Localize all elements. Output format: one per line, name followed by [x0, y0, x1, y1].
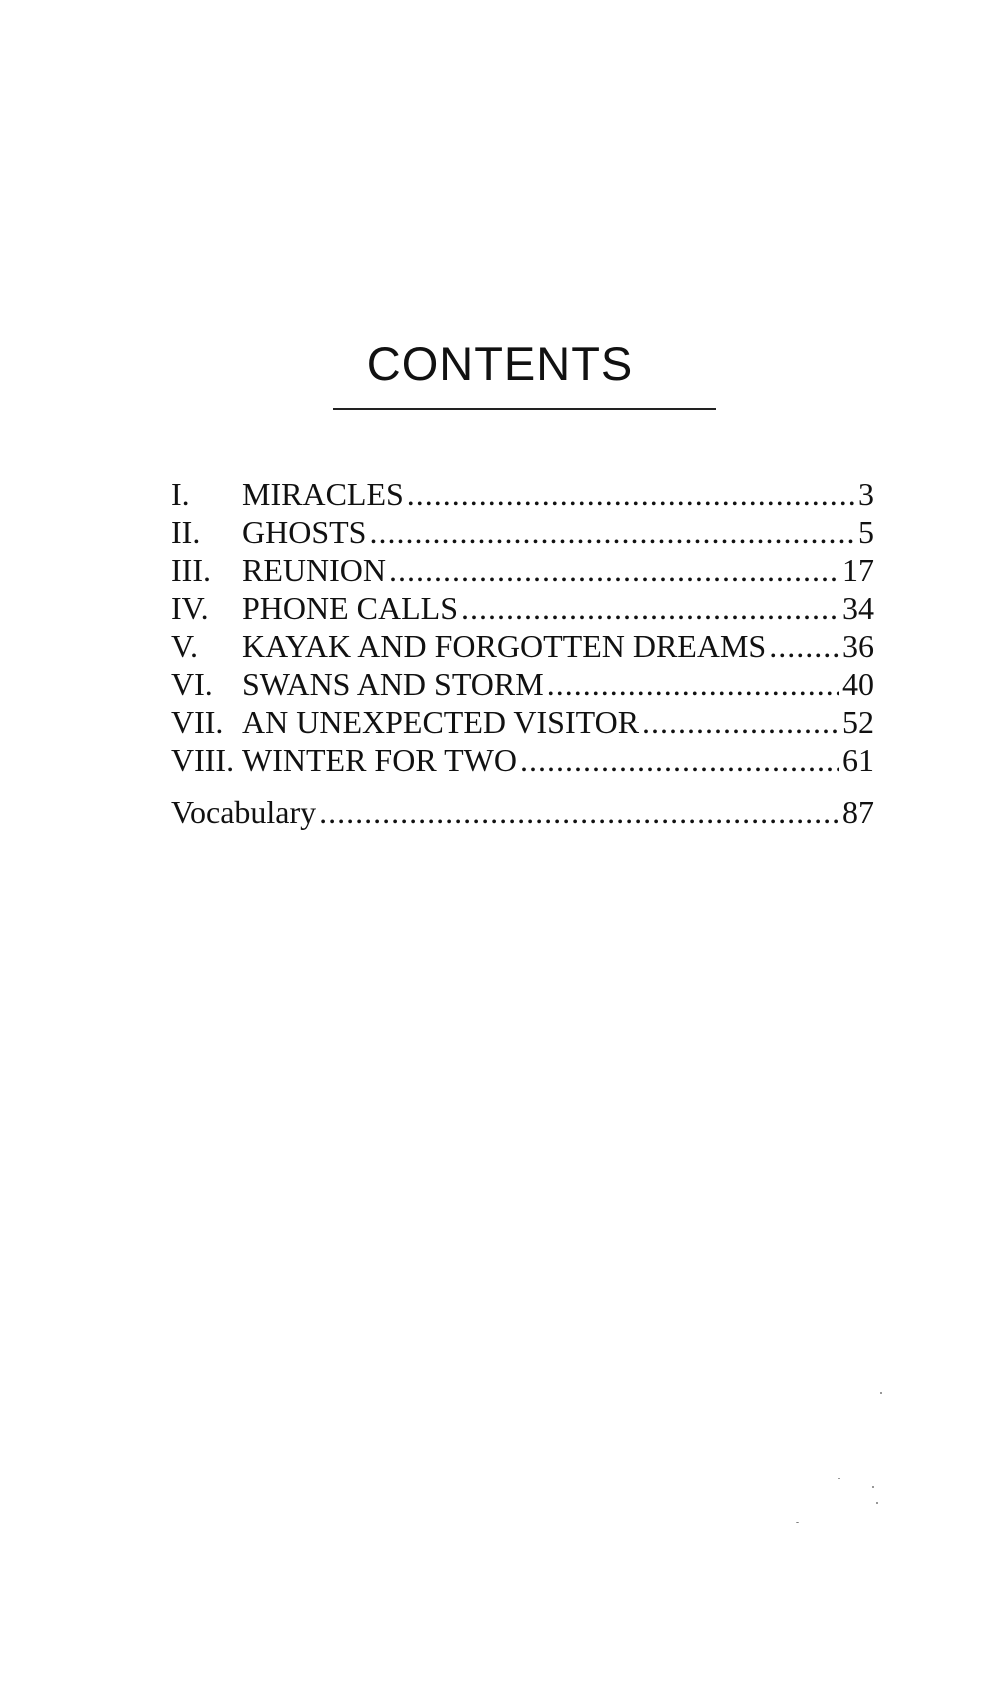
scan-speck [872, 1486, 874, 1488]
chapter-page-number: 17 [842, 552, 874, 588]
dot-leader [389, 552, 839, 589]
chapter-page-number: 3 [858, 476, 874, 512]
dot-leader [547, 666, 839, 703]
toc-entry-chapter-5 [171, 628, 874, 666]
chapter-title: MIRACLES [242, 476, 404, 512]
chapter-numeral: I. [171, 476, 190, 512]
chapter-numeral: VIII. [171, 742, 235, 778]
dot-leader [319, 794, 839, 831]
toc-entry-chapter-3 [171, 552, 874, 590]
chapter-numeral: VII. [171, 704, 224, 740]
vocabulary-page-number: 87 [842, 794, 874, 830]
toc-entry-chapter-2 [171, 514, 874, 552]
scan-speck [876, 1502, 878, 1504]
contents-heading: CONTENTS [366, 337, 634, 390]
dot-leader [461, 590, 839, 627]
chapter-title: WINTER FOR TWO [242, 742, 517, 778]
chapter-page-number: 36 [842, 628, 874, 664]
chapter-title: GHOSTS [242, 514, 367, 550]
dot-leader [369, 514, 855, 551]
chapter-title: KAYAK AND FORGOTTEN DREAMS [242, 628, 767, 664]
chapter-numeral: V. [171, 628, 198, 664]
chapter-title: REUNION [242, 552, 386, 588]
chapter-title: AN UNEXPECTED VISITOR [242, 704, 640, 740]
chapter-page-number: 34 [842, 590, 874, 626]
toc-entry-chapter-4 [171, 590, 874, 628]
scan-speck [796, 1522, 799, 1523]
chapter-numeral: VI. [171, 666, 213, 702]
chapter-title: PHONE CALLS [242, 590, 459, 626]
chapter-numeral: III. [171, 552, 211, 588]
chapter-title: SWANS AND STORM [242, 666, 544, 702]
chapter-page-number: 52 [842, 704, 874, 740]
chapter-numeral: II. [171, 514, 201, 550]
vocabulary-title: Vocabulary [171, 794, 317, 830]
toc-entry-chapter-7 [171, 704, 874, 742]
toc-entry-chapter-1 [171, 476, 874, 514]
chapter-page-number: 5 [858, 514, 874, 550]
scan-speck [880, 1392, 882, 1394]
table-of-contents [171, 476, 874, 832]
chapter-page-number: 40 [842, 666, 874, 702]
heading-underline [333, 408, 716, 410]
scan-speck [838, 1478, 840, 1479]
toc-entry-chapter-8 [171, 742, 874, 780]
dot-leader [769, 628, 839, 665]
dot-leader [642, 704, 839, 741]
chapter-numeral: IV. [171, 590, 209, 626]
toc-entry-chapter-6 [171, 666, 874, 704]
dot-leader [407, 476, 855, 513]
dot-leader [520, 742, 839, 779]
chapter-page-number: 61 [842, 742, 874, 778]
toc-entry-vocabulary [171, 794, 874, 832]
